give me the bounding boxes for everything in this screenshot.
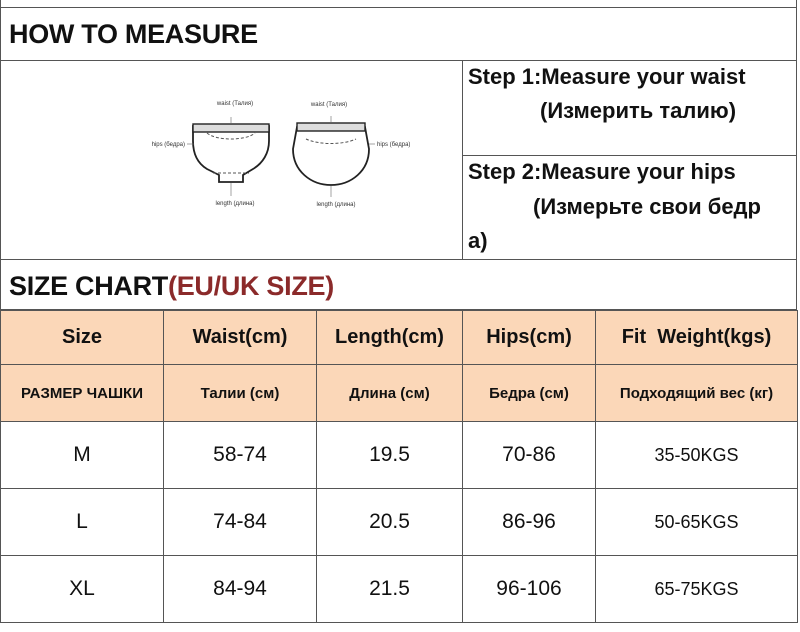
- header-size-ru: РАЗМЕР ЧАШКИ: [1, 365, 164, 422]
- table-row: [1, 489, 798, 556]
- header-hips: Hips(cm): [463, 311, 596, 365]
- back-length-label: length (длина): [316, 202, 356, 208]
- size-chart-subtitle: (EU/UK SIZE): [168, 271, 334, 301]
- back-brief-drawing: [293, 116, 375, 197]
- size-chart-table: [0, 310, 798, 623]
- cell-size: L: [1, 489, 164, 556]
- underwear-measurement-illustration: [1, 61, 461, 259]
- step-1-translation: (Измерить талию): [540, 98, 737, 123]
- cell-size: XL: [1, 556, 164, 623]
- cell-length: 20.5: [317, 489, 463, 556]
- cell-waist: 58-74: [164, 422, 317, 489]
- front-waistband: [193, 124, 269, 132]
- cell-hips: 70-86: [463, 422, 596, 489]
- cell-fit-weight: 50-65KGS: [596, 489, 798, 556]
- header-size: Size: [1, 311, 164, 365]
- cell-fit-weight: 65-75KGS: [596, 556, 798, 623]
- back-waist-label: waist (Талия): [310, 102, 348, 108]
- table-header-row-ru: [1, 365, 798, 422]
- cell-hips: 96-106: [463, 556, 596, 623]
- front-brief-drawing: [187, 117, 269, 196]
- step-2-translation-wrap: а): [468, 228, 488, 253]
- header-fit-weight-ru: Подходящий вес (кг): [596, 365, 798, 422]
- step-2-translation: (Измерьте свои бедр: [533, 194, 761, 219]
- how-to-measure-row: [0, 61, 797, 260]
- header-fit-weight: Fit Weight(kgs): [596, 311, 798, 365]
- cell-waist: 84-94: [164, 556, 317, 623]
- cell-waist: 74-84: [164, 489, 317, 556]
- size-chart-heading: [0, 260, 797, 310]
- cell-size: M: [1, 422, 164, 489]
- front-hips-label: hips (бедра): [151, 142, 185, 148]
- cell-length: 19.5: [317, 422, 463, 489]
- header-length: Length(cm): [317, 311, 463, 365]
- header-waist: Waist(cm): [164, 311, 317, 365]
- table-header-row-en: [1, 311, 798, 365]
- step-1-text: Step 1:Measure your waist: [468, 64, 746, 89]
- step-2-text: Step 2:Measure your hips: [468, 159, 736, 184]
- header-length-ru: Длина (см): [317, 365, 463, 422]
- size-chart-title: SIZE CHART: [9, 271, 169, 301]
- how-to-measure-heading: HOW TO MEASURE: [0, 8, 797, 61]
- table-row: [1, 556, 798, 623]
- header-hips-ru: Бедра (см): [463, 365, 596, 422]
- cell-fit-weight: 35-50KGS: [596, 422, 798, 489]
- back-hips-label: hips (бедра): [377, 142, 411, 148]
- back-waistband: [297, 123, 365, 131]
- top-border-strip: [0, 0, 797, 8]
- front-waist-label: waist (Талия): [216, 101, 254, 107]
- front-length-label: length (длина): [215, 201, 255, 207]
- cell-length: 21.5: [317, 556, 463, 623]
- step-1-cell: [463, 61, 797, 156]
- cell-hips: 86-96: [463, 489, 596, 556]
- table-row: [1, 422, 798, 489]
- measurement-figure-cell: [1, 61, 463, 259]
- step-2-cell: [463, 156, 797, 259]
- header-waist-ru: Талии (см): [164, 365, 317, 422]
